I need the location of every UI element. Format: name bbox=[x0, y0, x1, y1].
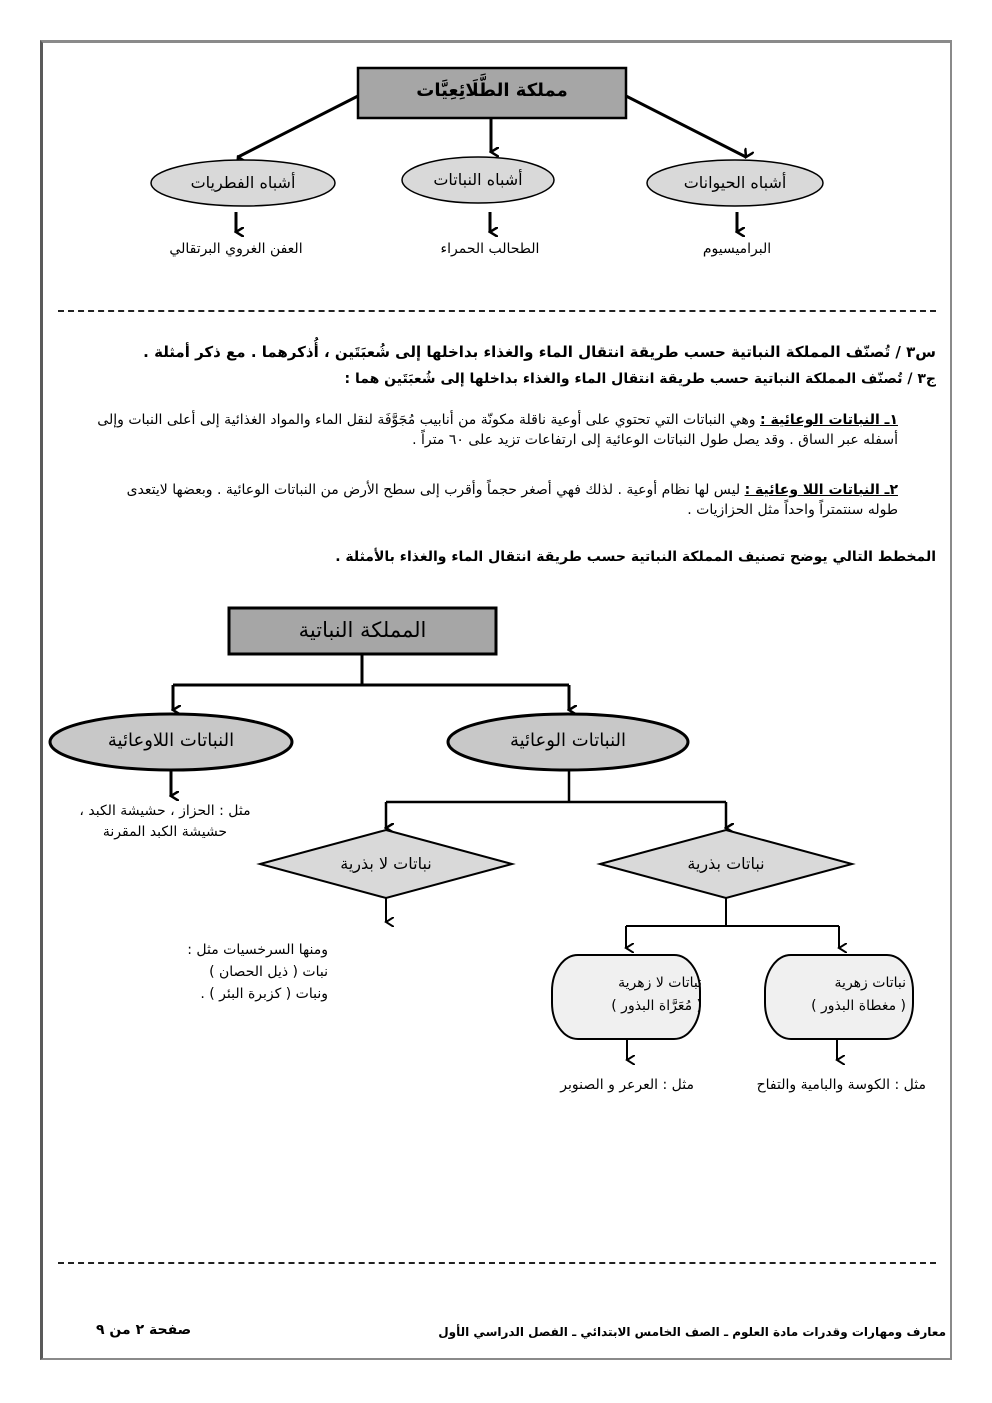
nonvascular-description: ليس لها نظام أوعية . لذلك فهي أصغر حجماً وأقرب إلى سطح الأرض من النباتات الوعائية . وبعضها لايتعدى طوله سنتمتراً واحداً مثل الحزازيات . bbox=[126, 482, 898, 518]
nonvascular-example-line2: حشيشة الكبد المقرنة bbox=[102, 824, 228, 840]
seed-label: نباتات بذرية bbox=[687, 854, 765, 873]
flowering-box bbox=[765, 955, 913, 1039]
nonflowering-line2: ( مُعَرَّاة البذور ) bbox=[611, 998, 702, 1014]
fungus-like-label: أشباه الفطريات bbox=[190, 173, 296, 192]
plant-like-label: أشباه النباتات bbox=[433, 170, 523, 189]
arrow-to-fungus-like bbox=[238, 96, 358, 157]
seedless-example-line2: نبات ( ذيل الحصان ) bbox=[209, 964, 328, 980]
flowering-line1: نباتات زهرية bbox=[834, 975, 906, 991]
vascular-title: ١ـ النباتات الوعائية : bbox=[760, 412, 898, 428]
diagram-intro: المخطط التالي يوضح تصنيف المملكة النباتية حسب طريقة انتقال الماء والغذاء بالأمثلة . bbox=[335, 549, 936, 565]
seedless-label: نباتات لا بذرية bbox=[340, 854, 432, 873]
arrow-to-animal-like bbox=[626, 96, 746, 157]
animal-like-label: أشباه الحيوانات bbox=[683, 173, 787, 192]
vascular-description: وهي النباتات التي تحتوي على أوعية ناقلة مكونّة من أنابيب مُجَوَّفَة لنقل الماء والمواد الغذائية إلى أعلى النبات وإلى أسفله عبر الساق . وقد يصل طول النباتات الوعائية إلى ارتفاعات تزيد على ٦٠ متراً . bbox=[97, 412, 898, 448]
plant-like-example: الطحالب الحمراء bbox=[440, 241, 540, 257]
separator-bottom bbox=[58, 1262, 936, 1264]
nonvascular-title: ٢ـ النباتات اللا وعائية : bbox=[744, 482, 898, 498]
animal-like-example: البراميسيوم bbox=[702, 241, 772, 257]
nonflowering-line1: نباتات لا زهرية bbox=[618, 975, 702, 991]
vascular-label: النباتات الوعائية bbox=[509, 730, 627, 751]
nonvascular-example-line1: مثل : الحزاز ، حشيشة الكبد ، bbox=[79, 803, 251, 819]
plant-root-title: المملكة النباتية bbox=[298, 618, 427, 642]
page-number: صفحة ٢ من ٩ bbox=[96, 1322, 192, 1338]
nonflowering-example: مثل : العرعر و الصنوبر bbox=[560, 1077, 694, 1093]
nonvascular-label: النباتات اللاوعائية bbox=[107, 730, 235, 751]
separator-top bbox=[58, 310, 936, 312]
nonflowering-box bbox=[552, 955, 700, 1039]
seedless-example-line3: ونبات ( كزبرة البئر ) . bbox=[200, 986, 328, 1002]
flowering-line2: ( مغطاة البذور ) bbox=[811, 998, 906, 1014]
protists-root-title: مملكة الطَّلَائِعِيَّات bbox=[416, 80, 568, 101]
question-text: س٣ / تُصنّف المملكة النباتية حسب طريقة انتقال الماء والغذاء بداخلها إلى شُعبَتَين ، أُذكرهما . مع ذكر أمثلة . bbox=[143, 343, 936, 361]
course-footer: معارف ومهارات وقدرات مادة العلوم ـ الصف الخامس الابتدائي ـ الفصل الدراسي الأول bbox=[438, 1325, 946, 1339]
answer-intro: ج٣ / تُصنّف المملكة النباتية حسب طريقة انتقال الماء والغذاء بداخلها إلى شُعبَتَين هما : bbox=[344, 371, 936, 387]
answer-item-nonvascular bbox=[98, 480, 898, 520]
fungus-like-example: العفن الغروي البرتقالي bbox=[169, 241, 303, 257]
flowering-example: مثل : الكوسة والبامية والتفاح bbox=[756, 1077, 926, 1093]
seedless-example-line1: ومنها السرخسيات مثل : bbox=[187, 942, 328, 958]
answer-item-vascular bbox=[68, 410, 898, 450]
